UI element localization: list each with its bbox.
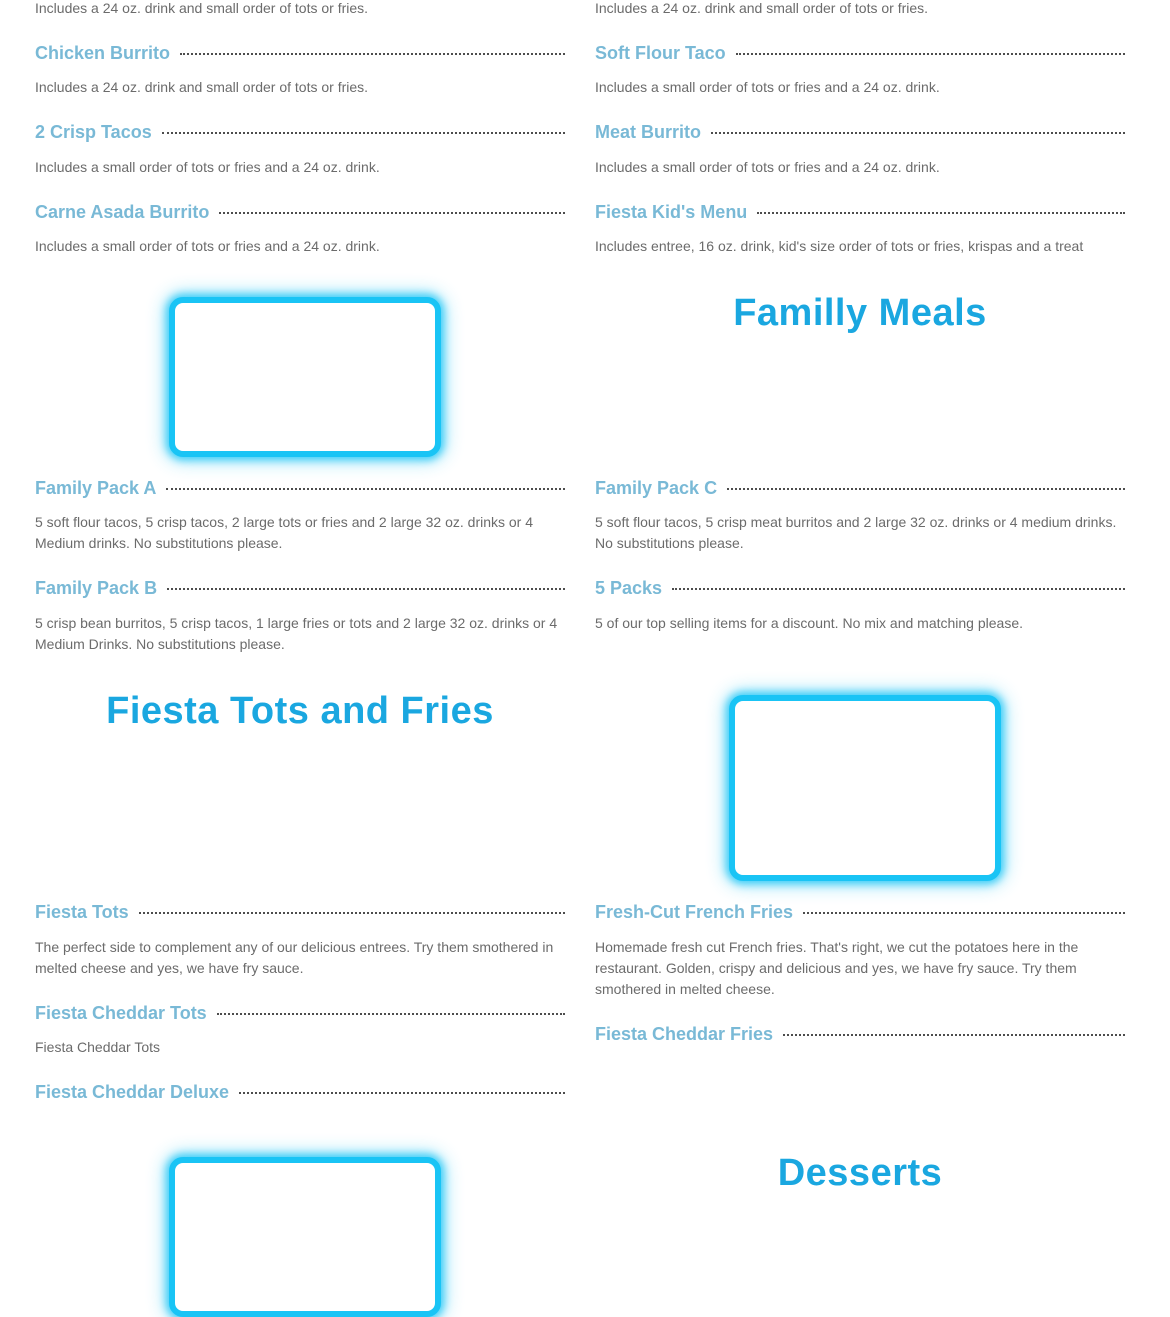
menu-item-kids-menu[interactable] <box>595 200 1125 224</box>
menu-item-fiesta-cheddar-fries[interactable] <box>595 1022 1125 1046</box>
item-description: Includes entree, 16 oz. drink, kid's size order of tots or fries, krispas and a treat <box>595 238 1084 254</box>
menu-item-fiesta-cheddar-deluxe[interactable] <box>35 1080 565 1104</box>
dotted-leader <box>239 1092 565 1094</box>
item-title[interactable]: Fiesta Kid's Menu <box>595 201 748 222</box>
menu-item-chicken-burrito[interactable] <box>35 41 565 65</box>
item-title[interactable]: Fiesta Cheddar Tots <box>35 1002 207 1023</box>
section-title-desserts: Desserts <box>777 1152 943 1194</box>
menu-item-family-pack-b[interactable] <box>35 576 565 600</box>
dotted-leader <box>803 912 1125 914</box>
item-description: Includes a small order of tots or fries and a 24 oz. drink. <box>595 159 940 175</box>
item-description: Homemade fresh cut French fries. That's right, we cut the potatoes here in the restaurant. Golden, crispy and delicious and yes, we have fry sauce. Try them smothered in melted cheese. <box>595 939 1079 997</box>
dotted-leader <box>167 588 565 590</box>
item-title[interactable]: Chicken Burrito <box>35 42 171 63</box>
item-title[interactable]: Carne Asada Burrito <box>35 201 210 222</box>
dotted-leader <box>162 132 565 134</box>
item-description: Includes a small order of tots or fries and a 24 oz. drink. <box>35 238 380 254</box>
menu-item-family-pack-a[interactable] <box>35 476 565 500</box>
menu-item-carne-asada-burrito[interactable] <box>35 200 565 224</box>
menu-item-soft-flour-taco[interactable] <box>595 41 1125 65</box>
item-description: Includes a 24 oz. drink and small order of tots or fries. <box>35 79 369 95</box>
item-title[interactable]: Family Pack A <box>35 477 157 498</box>
item-description: Includes a 24 oz. drink and small order of tots or fries. <box>595 0 929 16</box>
item-title[interactable]: Fresh-Cut French Fries <box>595 901 794 922</box>
item-title[interactable]: Soft Flour Taco <box>595 42 726 63</box>
item-description: Fiesta Cheddar Tots <box>35 1039 161 1055</box>
item-description: Includes a small order of tots or fries and a 24 oz. drink. <box>595 79 940 95</box>
dotted-leader <box>139 912 565 914</box>
item-title[interactable]: 2 Crisp Tacos <box>35 121 152 142</box>
item-description: The perfect side to complement any of our delicious entrees. Try them smothered in melted cheese and yes, we have fry sauce. <box>35 939 554 976</box>
item-description: Includes a small order of tots or fries and a 24 oz. drink. <box>35 159 380 175</box>
menu-item-meat-burrito[interactable] <box>595 120 1125 144</box>
item-description: 5 soft flour tacos, 5 crisp meat burritos and 2 large 32 oz. drinks or 4 medium drinks. No substitutions please. <box>595 514 1117 551</box>
item-title[interactable]: Fiesta Cheddar Deluxe <box>35 1081 230 1102</box>
item-title[interactable]: Meat Burrito <box>595 121 702 142</box>
menu-item-fresh-cut-fries[interactable] <box>595 900 1125 924</box>
menu-item-fiesta-cheddar-tots[interactable] <box>35 1001 565 1025</box>
menu-image-frame <box>169 297 441 457</box>
item-description: 5 of our top selling items for a discount. No mix and matching please. <box>595 615 1023 631</box>
menu-item-fiesta-tots[interactable] <box>35 900 565 924</box>
item-title[interactable]: Family Pack C <box>595 477 718 498</box>
dotted-leader <box>757 212 1125 214</box>
dotted-leader <box>219 212 565 214</box>
dotted-leader <box>672 588 1125 590</box>
dotted-leader <box>783 1034 1125 1036</box>
dotted-leader <box>180 53 565 55</box>
menu-item-5-packs[interactable] <box>595 576 1125 600</box>
menu-image-frame <box>169 1157 441 1317</box>
menu-item-2-crisp-tacos[interactable] <box>35 120 565 144</box>
dotted-leader <box>736 53 1125 55</box>
dotted-leader <box>217 1013 565 1015</box>
item-description: Includes a 24 oz. drink and small order of tots or fries. <box>35 0 369 16</box>
item-description: 5 soft flour tacos, 5 crisp tacos, 2 large tots or fries and 2 large 32 oz. drinks or 4 Medium drinks. No substitutions please. <box>35 514 534 551</box>
item-title[interactable]: Family Pack B <box>35 577 158 598</box>
dotted-leader <box>727 488 1125 490</box>
dotted-leader <box>166 488 565 490</box>
item-title[interactable]: 5 Packs <box>595 577 663 598</box>
item-title[interactable]: Fiesta Cheddar Fries <box>595 1023 774 1044</box>
item-title[interactable]: Fiesta Tots <box>35 901 129 922</box>
item-description: 5 crisp bean burritos, 5 crisp tacos, 1 large fries or tots and 2 large 32 oz. drinks or 4 Medium Drinks. No substitutions please. <box>35 615 558 652</box>
section-title-tots-and-fries: Fiesta Tots and Fries <box>106 690 494 732</box>
dotted-leader <box>711 132 1125 134</box>
menu-item-family-pack-c[interactable] <box>595 476 1125 500</box>
menu-image-frame <box>729 695 1001 881</box>
section-title-family-meals: Familly Meals <box>733 292 987 334</box>
